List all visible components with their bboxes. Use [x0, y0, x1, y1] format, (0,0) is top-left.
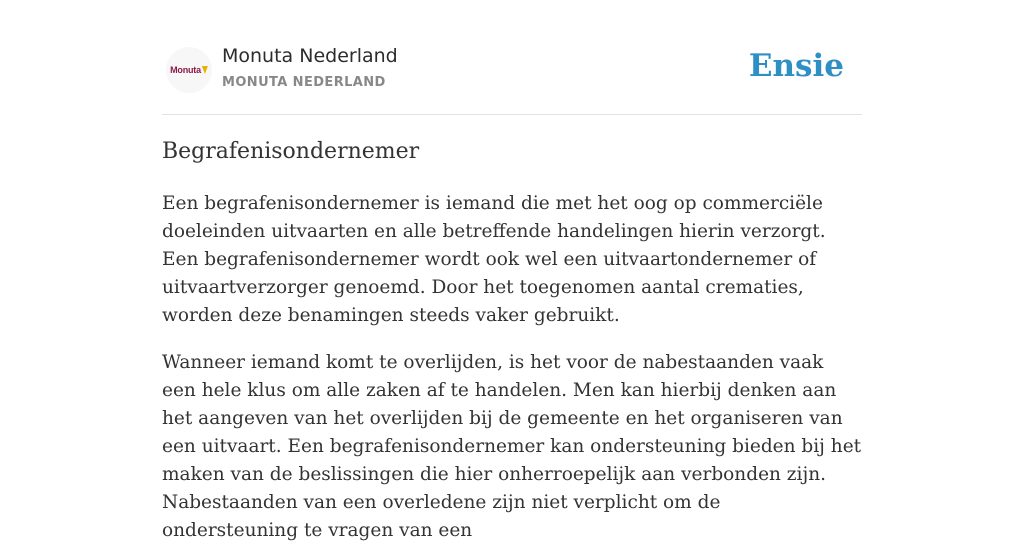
page-header — [162, 0, 862, 115]
logo-heart-icon — [202, 66, 208, 74]
brand-logo-link[interactable]: Ensie — [748, 48, 844, 84]
article-title: Begrafenisondernemer — [162, 139, 420, 164]
organization-name[interactable]: Monuta Nederland — [222, 45, 398, 67]
logo-wordmark: Monuta — [170, 65, 201, 75]
article-paragraph: Wanneer iemand komt te overlijden, is het voor de nabestaanden vaak een hele klus om alle zaken af te handelen. Men kan hierbij denken aan het aangeven van het overlijden bij de gemeente en het organiseren van een uitvaart. Een begrafenisondernemer kan ondersteuning bieden bij het maken van de beslissingen die hier onherroepelijk aan verbonden zijn. Nabestaanden van een overledene zijn niet verplicht om de ondersteuning te vragen van een — [162, 352, 862, 541]
article-paragraph: Een begrafenisondernemer is iemand die met het oog op commerciële doeleinden uitvaarten en alle betreffende handelingen hierin verzorgt. Een begrafenisondernemer wordt ook wel een uitvaartondernemer of uitvaartverzorger genoemd. Door het toegenomen aantal crematies, worden deze benamingen steeds vaker gebruikt. — [162, 193, 826, 326]
organization-subtitle: MONUTA NEDERLAND — [222, 75, 386, 90]
article — [162, 136, 862, 545]
organization-logo[interactable] — [166, 47, 212, 93]
